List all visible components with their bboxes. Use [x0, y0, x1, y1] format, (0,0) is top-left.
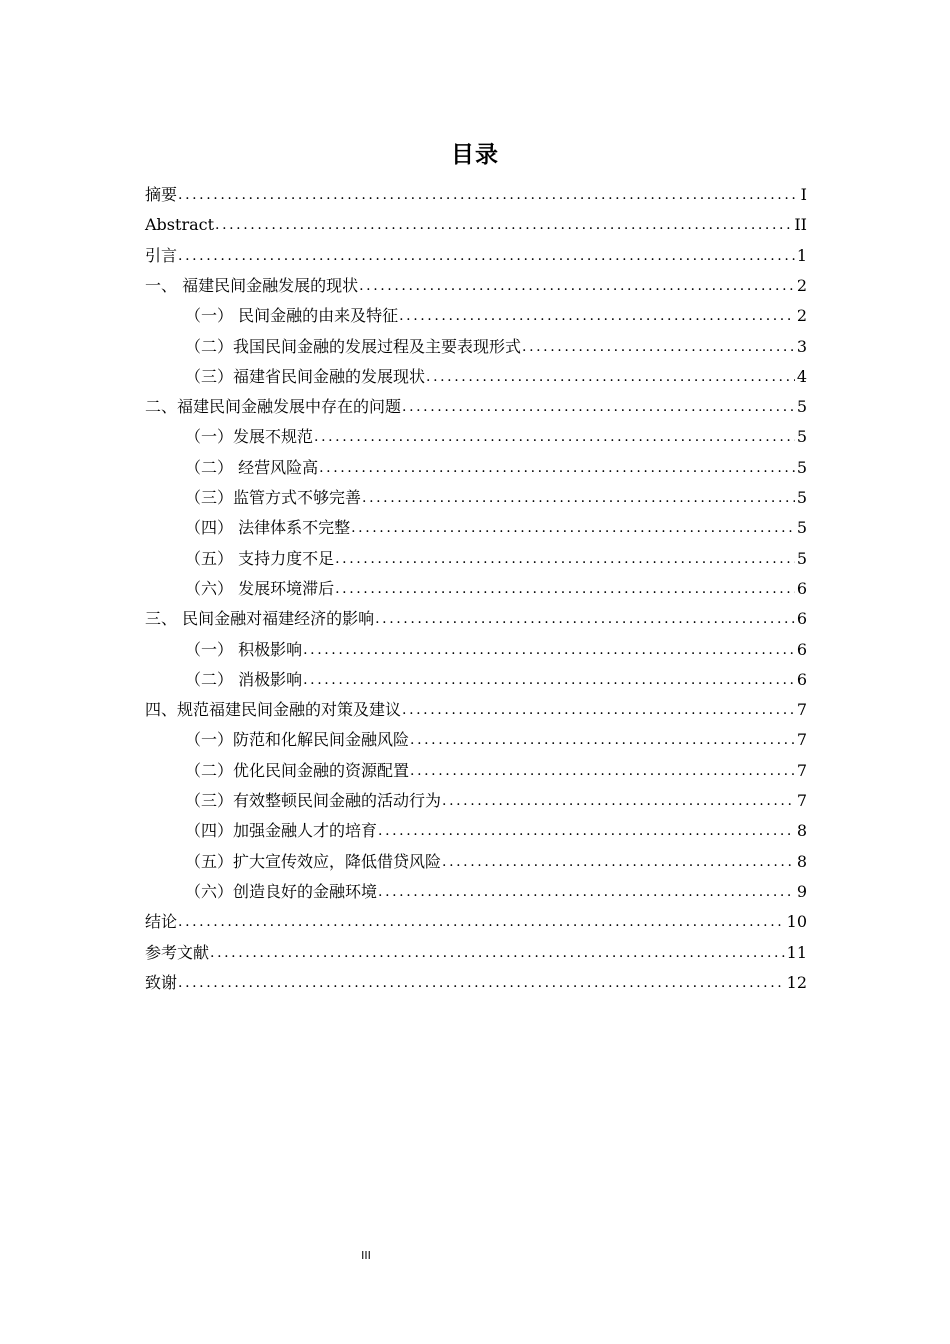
toc-entry[interactable]	[185, 816, 807, 846]
toc-entry-label: （一）发展不规范	[185, 427, 314, 447]
toc-leader-dots	[401, 695, 795, 725]
toc-entry-label: （五） 支持力度不足	[185, 548, 335, 568]
toc-entry-page: 6	[796, 609, 807, 629]
toc-entry-label: （六）创造良好的金融环境	[185, 881, 378, 901]
toc-entry-label: （二） 经营风险高	[185, 457, 319, 477]
toc-leader-dots	[334, 574, 795, 604]
toc-entry-page: 12	[786, 972, 807, 992]
toc-entry-page: 7	[796, 791, 807, 810]
toc-entry-label: （三）监管方式不够完善	[185, 488, 362, 507]
toc-leader-dots	[302, 665, 795, 695]
toc-leader-dots	[318, 453, 795, 483]
toc-entry-label: （三）有效整顿民间金融的活动行为	[185, 791, 442, 810]
toc-entry[interactable]	[185, 574, 807, 604]
toc-entry-page: I	[800, 185, 807, 204]
toc-entry[interactable]	[185, 665, 807, 695]
toc-entry-page: 6	[796, 639, 807, 659]
toc-entry-page: 2	[796, 306, 807, 326]
toc-entry-page: 7	[796, 730, 807, 750]
toc-leader-dots	[441, 786, 795, 816]
toc-entry-page: 5	[796, 397, 807, 417]
toc-entry-label: （五）扩大宣传效应，降低借贷风险	[185, 851, 442, 871]
toc-leader-dots	[409, 756, 795, 786]
toc-entry[interactable]	[145, 210, 807, 240]
toc-entry[interactable]	[145, 907, 807, 937]
toc-entry[interactable]	[185, 877, 807, 907]
toc-entry-label: （四） 法律体系不完整	[185, 518, 351, 538]
toc-entry-label: 一、 福建民间金融发展的现状	[145, 275, 359, 295]
page-number: III	[361, 1249, 371, 1262]
toc-entry-page: 9	[796, 881, 807, 901]
toc-entry-page: 5	[796, 488, 807, 507]
toc-entry-label: 四、规范福建民间金融的对策及建议	[145, 700, 402, 720]
toc-entry[interactable]	[145, 938, 807, 968]
toc-entry[interactable]	[185, 847, 807, 877]
toc-entry[interactable]	[145, 271, 807, 301]
toc-leader-dots	[361, 483, 795, 513]
toc-entry-page: 5	[796, 457, 807, 477]
toc-entry-page: 11	[786, 942, 807, 962]
toc-entry-page: 3	[796, 336, 807, 356]
toc-entry-page: 6	[796, 578, 807, 598]
toc-entry[interactable]	[145, 180, 807, 210]
toc-leader-dots	[302, 635, 795, 665]
toc-entry-page: 7	[796, 760, 807, 780]
toc-entry-page: 5	[796, 548, 807, 568]
toc-entry-page: 10	[786, 912, 807, 932]
toc-leader-dots	[441, 847, 795, 877]
toc-entry-page: 8	[796, 821, 807, 841]
toc-leader-dots	[374, 604, 795, 634]
toc-entry-label: 结论	[145, 912, 178, 932]
toc-leader-dots	[214, 210, 792, 240]
toc-leader-dots	[177, 241, 795, 271]
toc-entry-page: 5	[796, 427, 807, 447]
page-title: 目录	[451, 142, 499, 168]
toc-leader-dots	[313, 422, 795, 452]
toc-entry-page: 7	[796, 700, 807, 720]
toc-entry[interactable]	[145, 392, 807, 422]
toc-entry-label: （一） 民间金融的由来及特征	[185, 306, 399, 326]
toc-entry-label: 致谢	[145, 972, 178, 992]
toc-entry-label: 三、 民间金融对福建经济的影响	[145, 609, 375, 629]
toc-entry[interactable]	[145, 968, 807, 998]
toc-entry-label: 引言	[145, 245, 178, 265]
toc-entry-label: 参考文献	[145, 942, 210, 962]
toc-leader-dots	[209, 938, 785, 968]
toc-entry[interactable]	[185, 453, 807, 483]
toc-entry-label: （二） 消极影响	[185, 669, 303, 689]
toc-entry-label: 摘要	[145, 185, 178, 204]
toc-entry-label: （一）防范和化解民间金融风险	[185, 730, 410, 750]
toc-entry-label: 二、福建民间金融发展中存在的问题	[145, 397, 402, 417]
toc-entry-label: （二）优化民间金融的资源配置	[185, 760, 410, 780]
toc-entry-label: Abstract	[145, 215, 215, 235]
toc-leader-dots	[350, 513, 795, 543]
toc-leader-dots	[177, 968, 785, 998]
toc-entry-page: 5	[796, 518, 807, 538]
toc-entry-page: 1	[796, 245, 807, 265]
toc-leader-dots	[334, 544, 795, 574]
toc-leader-dots	[398, 301, 795, 331]
toc-leader-dots	[377, 877, 795, 907]
toc-leader-dots	[177, 180, 799, 210]
toc-entry[interactable]	[145, 695, 807, 725]
toc-entry[interactable]	[185, 725, 807, 755]
toc-leader-dots	[425, 362, 795, 392]
toc-entry-label: （二）我国民间金融的发展过程及主要表现形式	[185, 336, 522, 356]
toc-entry[interactable]	[185, 756, 807, 786]
toc-leader-dots	[177, 907, 785, 937]
toc-leader-dots	[409, 725, 795, 755]
toc-entry[interactable]	[185, 544, 807, 574]
toc-entry-label: （一） 积极影响	[185, 639, 303, 659]
toc-entry-page: 6	[796, 669, 807, 689]
toc-leader-dots	[521, 332, 795, 362]
toc-entry[interactable]	[185, 483, 807, 513]
toc-entry[interactable]	[185, 362, 807, 392]
toc-entry-page: 8	[796, 851, 807, 871]
toc-entry[interactable]	[185, 301, 807, 331]
toc-entry-page: 4	[796, 366, 807, 386]
toc-entry[interactable]	[185, 422, 807, 452]
toc-entry-label: （四）加强金融人才的培育	[185, 821, 378, 841]
toc-entry[interactable]	[145, 241, 807, 271]
toc-entry[interactable]	[145, 604, 807, 634]
toc-entry-page: 2	[796, 275, 807, 295]
toc-entry[interactable]	[185, 635, 807, 665]
toc-entry[interactable]	[185, 332, 807, 362]
toc-entry-label: （六） 发展环境滞后	[185, 578, 335, 598]
toc-leader-dots	[401, 392, 795, 422]
toc-entry-page: II	[794, 215, 807, 235]
toc-entry[interactable]	[185, 786, 807, 816]
toc-leader-dots	[358, 271, 795, 301]
toc-leader-dots	[377, 816, 795, 846]
toc-entry-label: （三）福建省民间金融的发展现状	[185, 366, 426, 386]
toc-entry[interactable]	[185, 513, 807, 543]
